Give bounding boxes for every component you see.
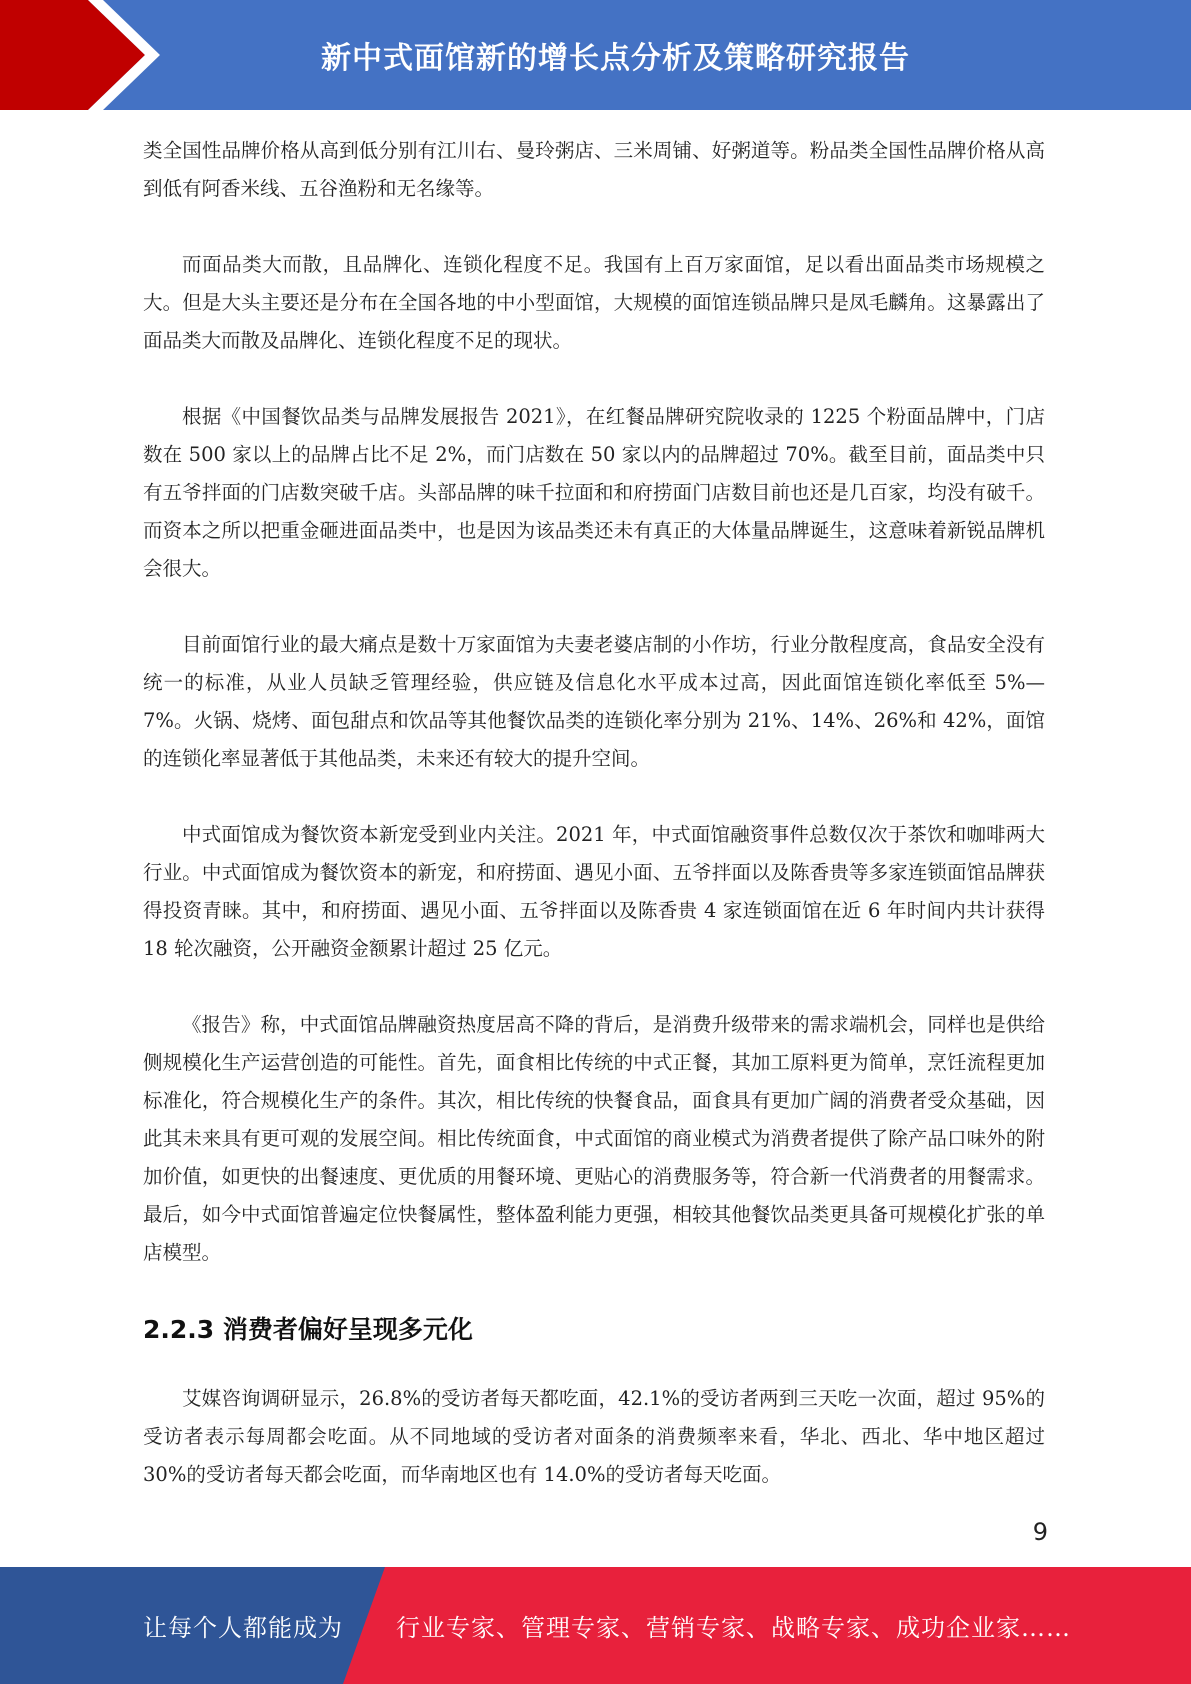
header-red-chevron [0, 0, 150, 110]
paragraph-6: 《报告》称，中式面馆品牌融资热度居高不降的背后，是消费升级带来的需求端机会，同样也是供给侧规模化生产运营创造的可能性。首先，面食相比传统的中式正餐，其加工原料更为简单，烹饪流程更加标准化，符合规模化生产的条件。其次，相比传统的快餐食品，面食具有更加广阔的消费者受众基础，因此其未来具有更可观的发展空间。相比传统面食，中式面馆的商业模式为消费者提供了除产品口味外的附加价值，如更快的出餐速度、更优质的用餐环境、更贴心的消费服务等，符合新一代消费者的用餐需求。最后，如今中式面馆普遍定位快餐属性，整体盈利能力更强，相较其他餐饮品类更具备可规模化扩张的单店模型。 [143, 1013, 1045, 1264]
paragraph-3: 根据《中国餐饮品类与品牌发展报告 2021》，在红餐品牌研究院收录的 1225 个粉面品牌中，门店数在 500 家以上的品牌占比不足 2%，而门店数在 50 家以内的品牌超过 70%。截至目前，面品类中只有五爷拌面的门店数突破千店。头部品牌的味千拉面和和府捞面门店数目前也还是几百家，均没有破千。而资本之所以把重金砸进面品类中，也是因为该品类还未有真正的大体量品牌诞生，这意味着新锐品牌机会很大。 [143, 405, 1045, 580]
page-header [0, 0, 1191, 110]
page-body [143, 132, 1045, 1532]
page-number: 9 [1032, 1518, 1048, 1546]
report-title: 新中式面馆新的增长点分析及策略研究报告 [321, 41, 910, 76]
section-paragraph: 艾媒咨询调研显示，26.8%的受访者每天都吃面，42.1%的受访者两到三天吃一次面，超过 95%的受访者表示每周都会吃面。从不同地域的受访者对面条的消费频率来看，华北、西北、华中地区超过 30%的受访者每天都会吃面，而华南地区也有 14.0%的受访者每天吃面。 [143, 1387, 1045, 1486]
paragraph-5: 中式面馆成为餐饮资本新宠受到业内关注。2021 年，中式面馆融资事件总数仅次于茶饮和咖啡两大行业。中式面馆成为餐饮资本的新宠，和府捞面、遇见小面、五爷拌面以及陈香贵等多家连锁面馆品牌获得投资青睐。其中，和府捞面、遇见小面、五爷拌面以及陈香贵 4 家连锁面馆在近 6 年时间内共计获得 18 轮次融资，公开融资金额累计超过 25 亿元。 [143, 823, 1045, 960]
paragraph-2: 而面品类大而散，且品牌化、连锁化程度不足。我国有上百万家面馆，足以看出面品类市场规模之大。但是大头主要还是分布在全国各地的中小型面馆，大规模的面馆连锁品牌只是凤毛麟角。这暴露出了面品类大而散及品牌化、连锁化程度不足的现状。 [143, 253, 1045, 352]
page-footer [0, 1567, 1191, 1684]
footer-slogan-left: 让每个人都能成为 [143, 1614, 343, 1642]
paragraph-1: 类全国性品牌价格从高到低分别有江川右、曼玲粥店、三米周铺、好粥道等。粉品类全国性品牌价格从高到低有阿香米线、五谷渔粉和无名缘等。 [143, 139, 1045, 200]
section-heading: 2.2.3 消费者偏好呈现多元化 [143, 1315, 473, 1344]
paragraph-4: 目前面馆行业的最大痛点是数十万家面馆为夫妻老婆店制的小作坊，行业分散程度高，食品安全没有统一的标准，从业人员缺乏管理经验，供应链及信息化水平成本过高，因此面馆连锁化率低至 5%—7%。火锅、烧烤、面包甜点和饮品等其他餐饮品类的连锁化率分别为 21%、14%、26%和 42%，面馆的连锁化率显著低于其他品类，未来还有较大的提升空间。 [143, 633, 1045, 770]
footer-slogan-right: 行业专家、管理专家、营销专家、战略专家、成功企业家…… [396, 1614, 1071, 1642]
